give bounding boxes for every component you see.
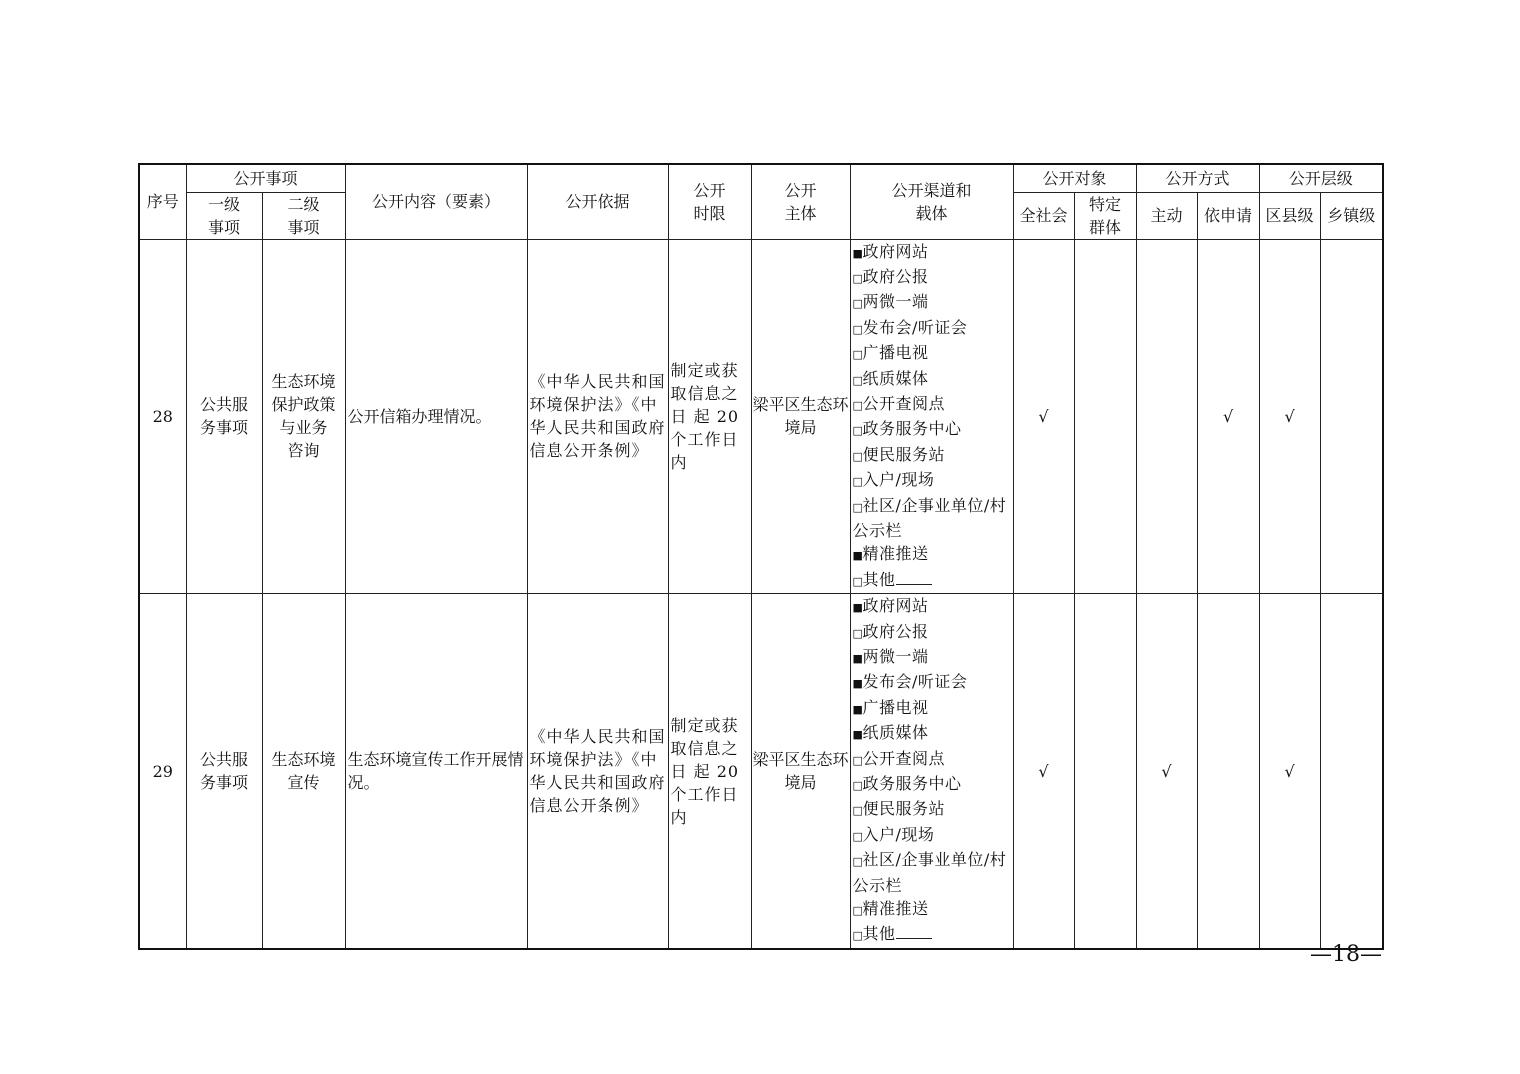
channel-label: 政府网站 — [862, 596, 929, 616]
channel-label: 社区/企事业单位/村公示栏 — [852, 495, 1007, 540]
unchecked-box-icon: □ — [852, 500, 864, 514]
row-basis: 《中华人民共和国环境保护法》《中华人民共和国政府信息公开条例》 — [527, 239, 668, 594]
checked-box-icon: ■ — [852, 677, 864, 691]
unchecked-box-icon: □ — [852, 574, 864, 588]
channel-label: 发布会/听证会 — [862, 317, 968, 337]
row-target-all: √ — [1013, 594, 1074, 949]
header-mode-active: 主动 — [1136, 192, 1197, 239]
unchecked-box-icon: □ — [852, 929, 864, 943]
channel-item — [853, 417, 1011, 442]
header-level: 公开层级 — [1259, 164, 1383, 192]
disclosure-table — [138, 163, 1384, 950]
row-level1: 公共服 务事项 — [186, 239, 262, 594]
channel-item — [853, 620, 1011, 645]
header-target-all: 全社会 — [1013, 192, 1074, 239]
channel-item — [853, 443, 1011, 468]
row-mode-request: √ — [1197, 239, 1259, 594]
page-number: —18— — [1310, 942, 1382, 967]
row-level2: 生态环境 保护政策 与业务 咨询 — [262, 239, 345, 594]
checked-box-icon: ■ — [852, 728, 864, 742]
header-deadline: 公开 时限 — [668, 164, 751, 239]
unchecked-box-icon: □ — [852, 373, 864, 387]
checked-box-icon: ■ — [852, 702, 864, 716]
header-level1: 一级 事项 — [186, 192, 262, 239]
checked-box-icon: ■ — [852, 549, 864, 563]
channel-item — [853, 542, 1011, 567]
header-level-town: 乡镇级 — [1320, 192, 1383, 239]
channel-item — [853, 494, 1011, 543]
header-level-county: 区县级 — [1259, 192, 1320, 239]
table-row — [139, 594, 1383, 949]
channel-label: 两微一端 — [862, 292, 929, 312]
row-seq: 29 — [139, 594, 186, 949]
header-target-specific: 特定 群体 — [1074, 192, 1136, 239]
row-level1: 公共服 务事项 — [186, 594, 262, 949]
unchecked-box-icon: □ — [852, 753, 864, 767]
header-subject: 公开 主体 — [751, 164, 850, 239]
row-deadline: 制定或获取信息之日 起 20个工作日内 — [668, 239, 751, 594]
channel-label: 精准推送 — [862, 899, 929, 919]
channel-item — [853, 721, 1011, 746]
header-target: 公开对象 — [1013, 164, 1136, 192]
unchecked-box-icon: □ — [852, 271, 864, 285]
channel-label: 便民服务站 — [862, 444, 946, 464]
channel-item — [853, 316, 1011, 341]
channel-item — [853, 696, 1011, 721]
row-seq: 28 — [139, 239, 186, 594]
header-seq: 序号 — [139, 164, 186, 239]
channel-item — [853, 290, 1011, 315]
row-level-town — [1320, 239, 1383, 594]
unchecked-box-icon: □ — [852, 626, 864, 640]
channel-item — [853, 797, 1011, 822]
unchecked-box-icon: □ — [852, 424, 864, 438]
channel-label: 政府公报 — [862, 621, 929, 641]
row-target-all: √ — [1013, 239, 1074, 594]
channel-item — [853, 747, 1011, 772]
unchecked-box-icon: □ — [852, 779, 864, 793]
channel-label: 入户/现场 — [862, 824, 935, 844]
channel-item — [853, 897, 1011, 922]
row-deadline: 制定或获取信息之日 起 20个工作日内 — [668, 594, 751, 949]
row-level-town — [1320, 594, 1383, 949]
channel-item — [853, 594, 1011, 619]
channel-item — [853, 922, 1011, 947]
header-level2: 二级 事项 — [262, 192, 345, 239]
unchecked-box-icon: □ — [852, 322, 864, 336]
channel-label: 发布会/听证会 — [862, 672, 968, 692]
unchecked-box-icon: □ — [852, 449, 864, 463]
channel-label: 纸质媒体 — [862, 368, 929, 388]
row-subject: 梁平区生态环境局 — [751, 594, 850, 949]
channel-item — [853, 645, 1011, 670]
header-content: 公开内容（要素） — [345, 164, 527, 239]
unchecked-box-icon: □ — [852, 829, 864, 843]
channel-item — [853, 823, 1011, 848]
channel-label: 两微一端 — [862, 647, 929, 666]
channel-item — [853, 265, 1011, 290]
unchecked-box-icon: □ — [852, 475, 864, 489]
row-channels — [850, 239, 1013, 594]
channel-label: 纸质媒体 — [862, 723, 929, 743]
channel-label: 政府公报 — [862, 266, 929, 286]
row-content: 公开信箱办理情况。 — [345, 239, 527, 594]
channel-label: 其他 — [862, 924, 896, 944]
channel-item — [853, 670, 1011, 695]
row-level-county: √ — [1259, 594, 1320, 949]
row-content: 生态环境宣传工作开展情况。 — [345, 594, 527, 949]
table-row — [139, 239, 1383, 594]
row-mode-request — [1197, 594, 1259, 949]
unchecked-box-icon: □ — [852, 348, 864, 362]
channel-item — [853, 341, 1011, 366]
channel-item — [853, 772, 1011, 797]
unchecked-box-icon: □ — [852, 297, 864, 311]
unchecked-box-icon: □ — [852, 855, 864, 869]
checked-box-icon: ■ — [852, 601, 864, 615]
row-level-county: √ — [1259, 239, 1320, 594]
header-matter: 公开事项 — [186, 164, 345, 192]
channel-label: 广播电视 — [862, 343, 929, 363]
channel-item — [853, 568, 1011, 593]
channel-label: 政务服务中心 — [862, 774, 962, 794]
blank-line — [896, 570, 932, 585]
channel-list — [853, 594, 1011, 948]
header-basis: 公开依据 — [527, 164, 668, 239]
channel-item — [853, 848, 1011, 897]
row-mode-active: √ — [1136, 594, 1197, 949]
unchecked-box-icon: □ — [852, 804, 864, 818]
header-mode-request: 依申请 — [1197, 192, 1259, 239]
header-channel: 公开渠道和 载体 — [850, 164, 1013, 239]
channel-label: 精准推送 — [862, 544, 929, 564]
row-mode-active — [1136, 239, 1197, 594]
row-basis: 《中华人民共和国环境保护法》《中华人民共和国政府信息公开条例》 — [527, 594, 668, 949]
channel-label: 其他 — [862, 569, 896, 589]
unchecked-box-icon: □ — [852, 398, 864, 412]
channel-label: 公开查阅点 — [862, 748, 946, 768]
row-target-specific — [1074, 239, 1136, 594]
checked-box-icon: ■ — [852, 652, 864, 665]
channel-item — [853, 468, 1011, 493]
blank-line — [896, 924, 932, 939]
channel-label: 社区/企事业单位/村公示栏 — [852, 850, 1007, 895]
channel-item — [853, 240, 1011, 265]
unchecked-box-icon: □ — [852, 904, 864, 918]
channel-label: 入户/现场 — [862, 470, 935, 490]
row-subject: 梁平区生态环境局 — [751, 239, 850, 594]
channel-label: 政府网站 — [862, 241, 929, 261]
channel-label: 便民服务站 — [862, 799, 946, 819]
channel-item — [853, 392, 1011, 417]
channel-label: 广播电视 — [862, 697, 929, 717]
row-level2: 生态环境 宣传 — [262, 594, 345, 949]
channel-label: 政务服务中心 — [862, 419, 962, 439]
header-mode: 公开方式 — [1136, 164, 1259, 192]
row-target-specific — [1074, 594, 1136, 949]
checked-box-icon: ■ — [852, 246, 864, 260]
channel-item — [853, 367, 1011, 392]
channel-list — [853, 240, 1011, 594]
row-channels — [850, 594, 1013, 949]
channel-label: 公开查阅点 — [862, 393, 946, 413]
